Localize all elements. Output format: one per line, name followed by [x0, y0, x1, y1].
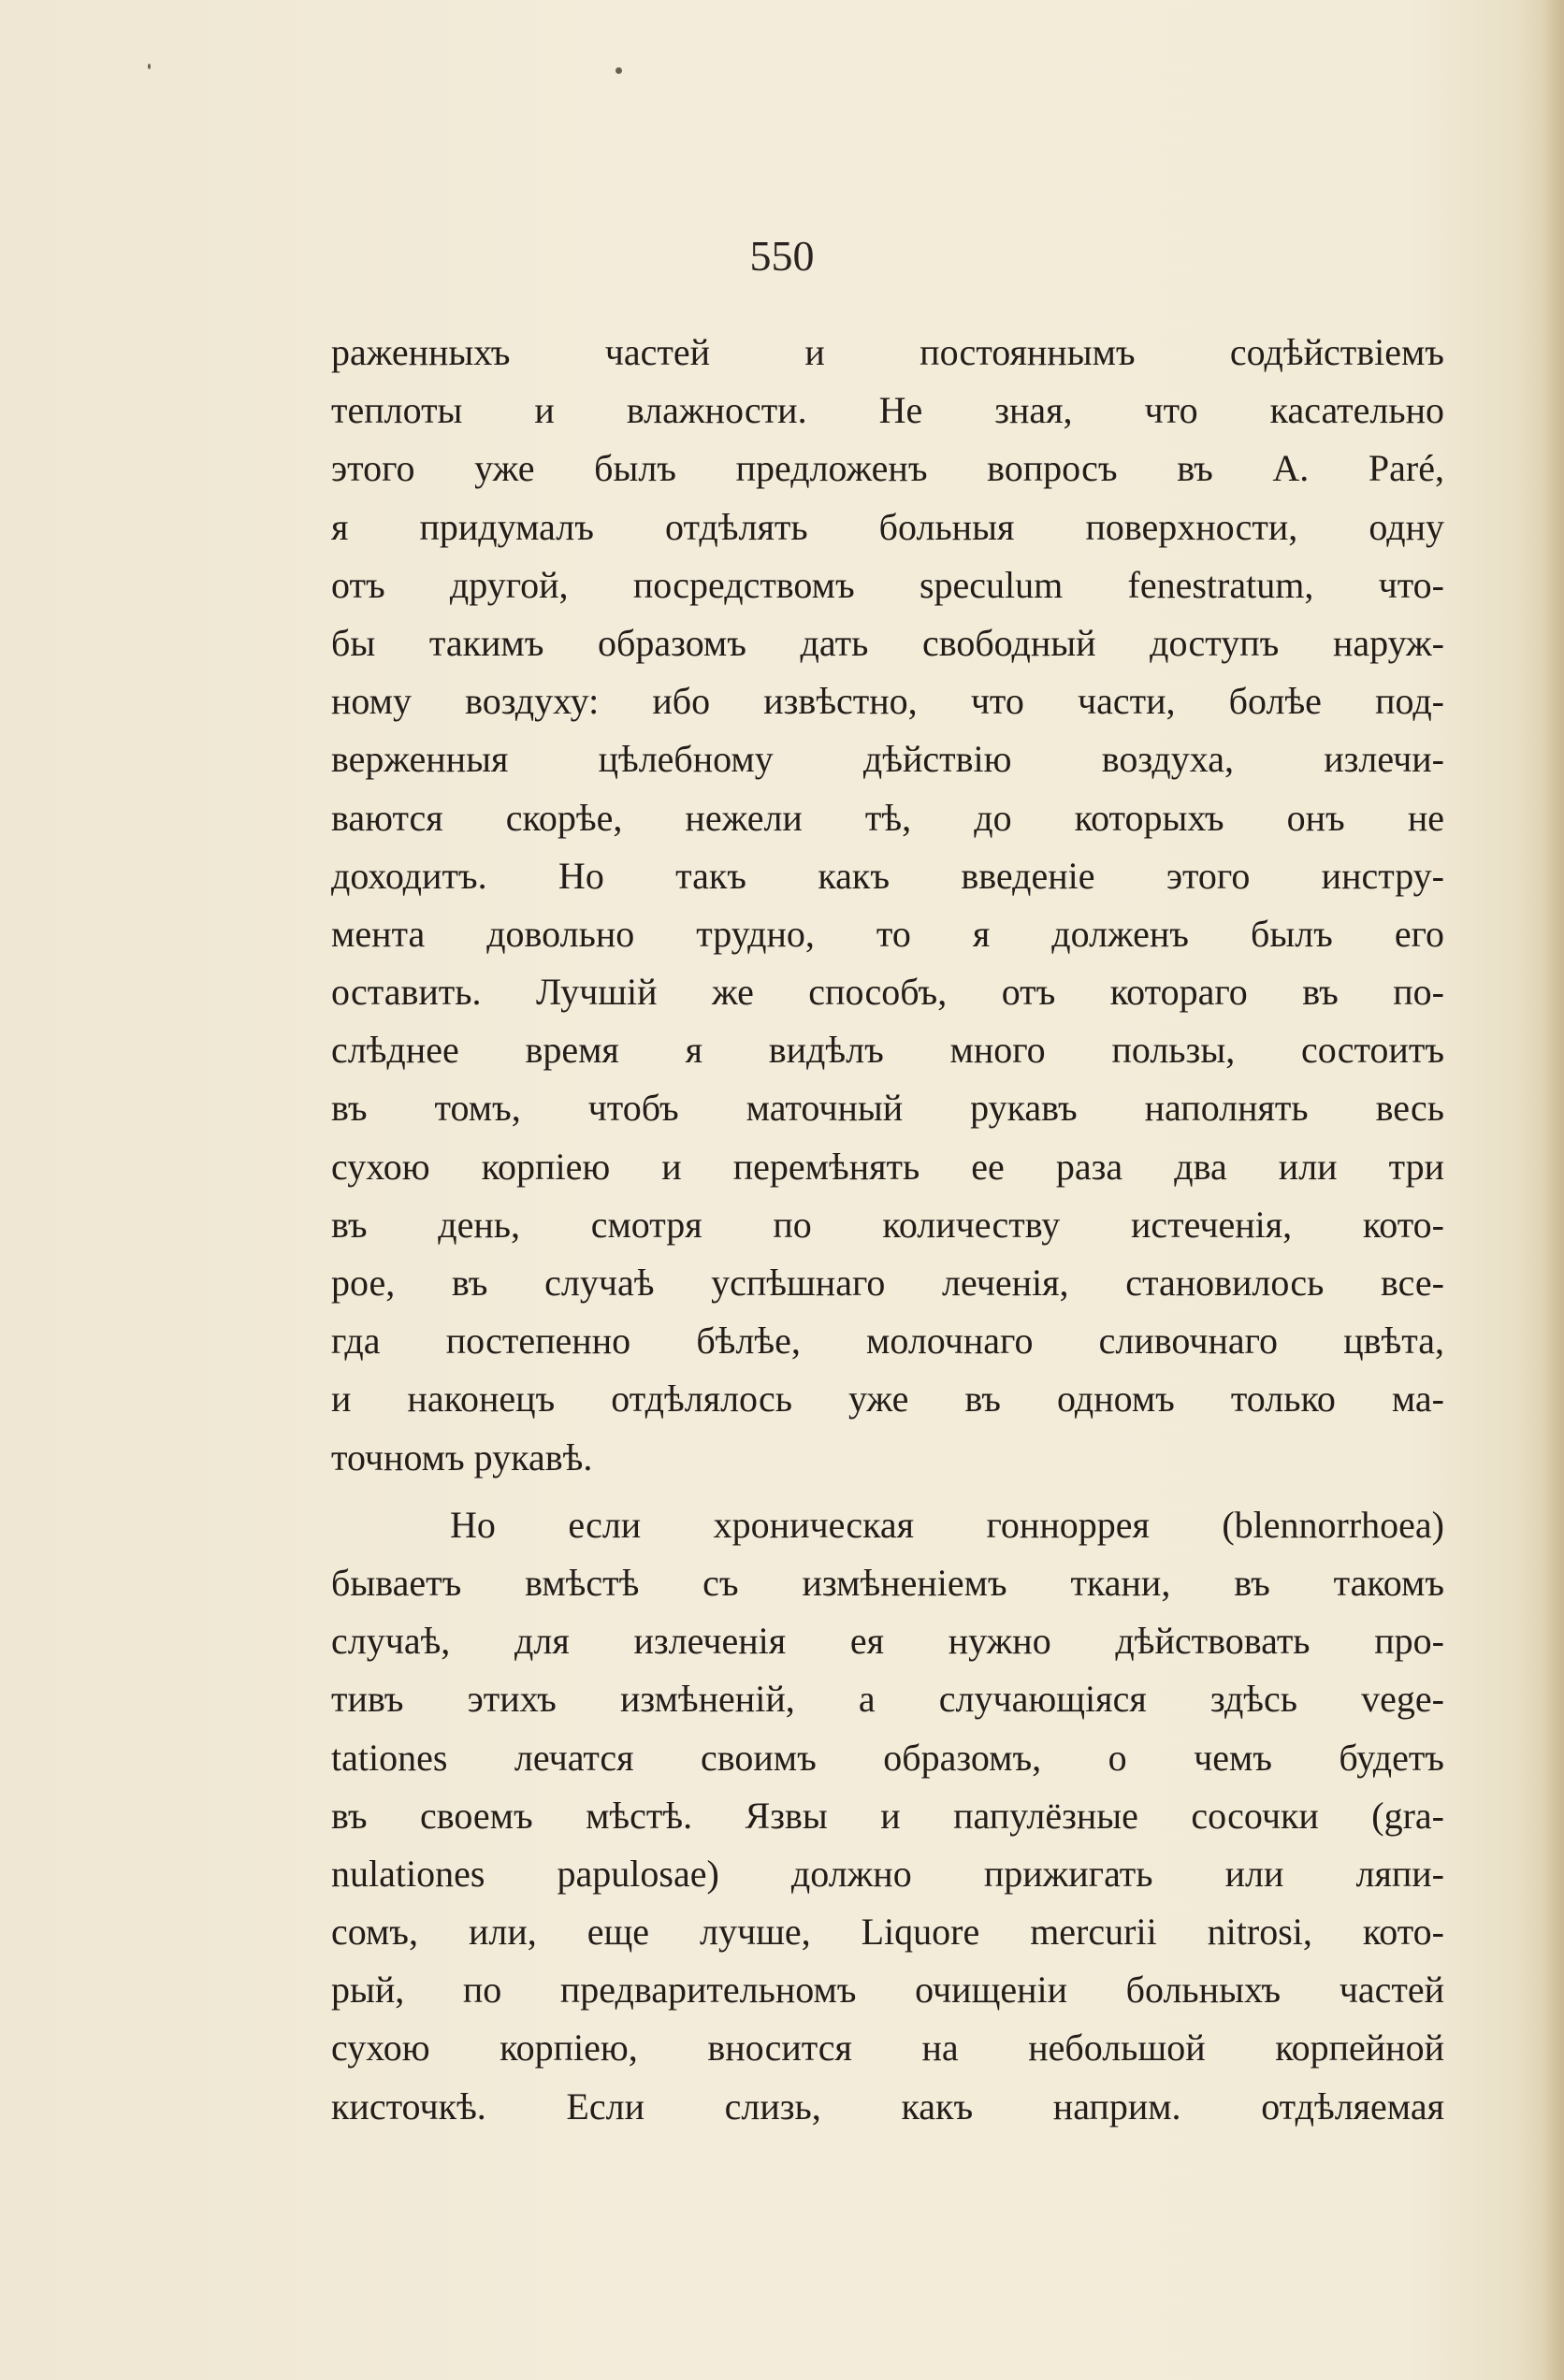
text-line: рое, въ случаѣ успѣшнаго леченія, становилось все- — [331, 1262, 1444, 1304]
text-line: сухою корпіею и перемѣнять ее раза два или три — [331, 1145, 1444, 1188]
text-line: nulationes papulosae) должно прижигать или ляпи- — [331, 1852, 1444, 1895]
text-line: верженныя цѣлебному дѣйствію воздуха, излечи- — [331, 738, 1444, 781]
body-text — [331, 324, 1444, 2136]
ink-speck — [615, 67, 622, 74]
paragraph-1 — [331, 324, 1444, 1487]
ink-speck — [148, 64, 151, 69]
text-line: сухою корпіею, вносится на небольшой корпейной — [331, 2027, 1444, 2070]
text-line: теплоты и влажности. Не зная, что касательно — [331, 389, 1444, 432]
text-line: тивъ этихъ измѣненій, а случающіяся здѣсь vege- — [331, 1678, 1444, 1721]
text-line: раженныхъ частей и постояннымъ содѣйствіемъ — [331, 331, 1444, 373]
text-line: бываетъ вмѣстѣ съ измѣненіемъ ткани, въ такомъ — [331, 1561, 1444, 1604]
paragraph-2 — [331, 1496, 1444, 2136]
text-line: точномъ рукавѣ. — [331, 1435, 593, 1478]
text-line: этого уже былъ предложенъ вопросъ въ А. Paré, — [331, 447, 1444, 490]
text-line: и наконецъ отдѣлялось уже въ одномъ только ма- — [331, 1378, 1444, 1421]
text-line: отъ другой, посредствомъ speculum fenestratum, что- — [331, 563, 1444, 606]
text-line: въ своемъ мѣстѣ. Язвы и папулёзные сосочки (gra- — [331, 1794, 1444, 1837]
text-line: рый, по предварительномъ очищеніи больныхъ частей — [331, 1969, 1444, 2012]
text-line: въ томъ, чтобъ маточный рукавъ наполнять весь — [331, 1087, 1444, 1130]
text-line: кисточкѣ. Если слизь, какъ наприм. отдѣляемая — [331, 2084, 1444, 2128]
text-line: случаѣ, для излеченія ея нужно дѣйствовать про- — [331, 1620, 1444, 1663]
text-line: tationes лечатся своимъ образомъ, о чемъ будетъ — [331, 1736, 1444, 1779]
text-line: ваются скорѣе, нежели тѣ, до которыхъ онъ не — [331, 796, 1444, 839]
text-line: сомъ, или, еще лучше, Liquore mercurii nitrosi, кото- — [331, 1911, 1444, 1954]
page-edge-shadow — [1543, 0, 1564, 2380]
text-line: мента довольно трудно, то я долженъ былъ его — [331, 912, 1444, 955]
text-line: доходитъ. Но такъ какъ введеніе этого инстру- — [331, 854, 1444, 897]
text-line: слѣднее время я видѣлъ много пользы, состоитъ — [331, 1029, 1444, 1072]
paragraph-gap — [331, 1487, 1444, 1496]
text-line: бы такимъ образомъ дать свободный доступъ наруж- — [331, 621, 1444, 664]
page-number: 550 — [749, 232, 815, 280]
text-line: оставить. Лучшій же способъ, отъ котораго въ по- — [331, 971, 1444, 1014]
text-line: я придумалъ отдѣлять больныя поверхности, одну — [331, 505, 1444, 548]
text-line: гда постепенно бѣлѣе, молочнаго сливочнаго цвѣта, — [331, 1320, 1444, 1363]
text-line: въ день, смотря по количеству истеченія, кото- — [331, 1203, 1444, 1246]
text-line: ному воздуху: ибо извѣстно, что части, болѣе под- — [331, 680, 1444, 723]
text-line: Но если хроническая гонноррея (blennorrhoea) — [450, 1503, 1444, 1546]
